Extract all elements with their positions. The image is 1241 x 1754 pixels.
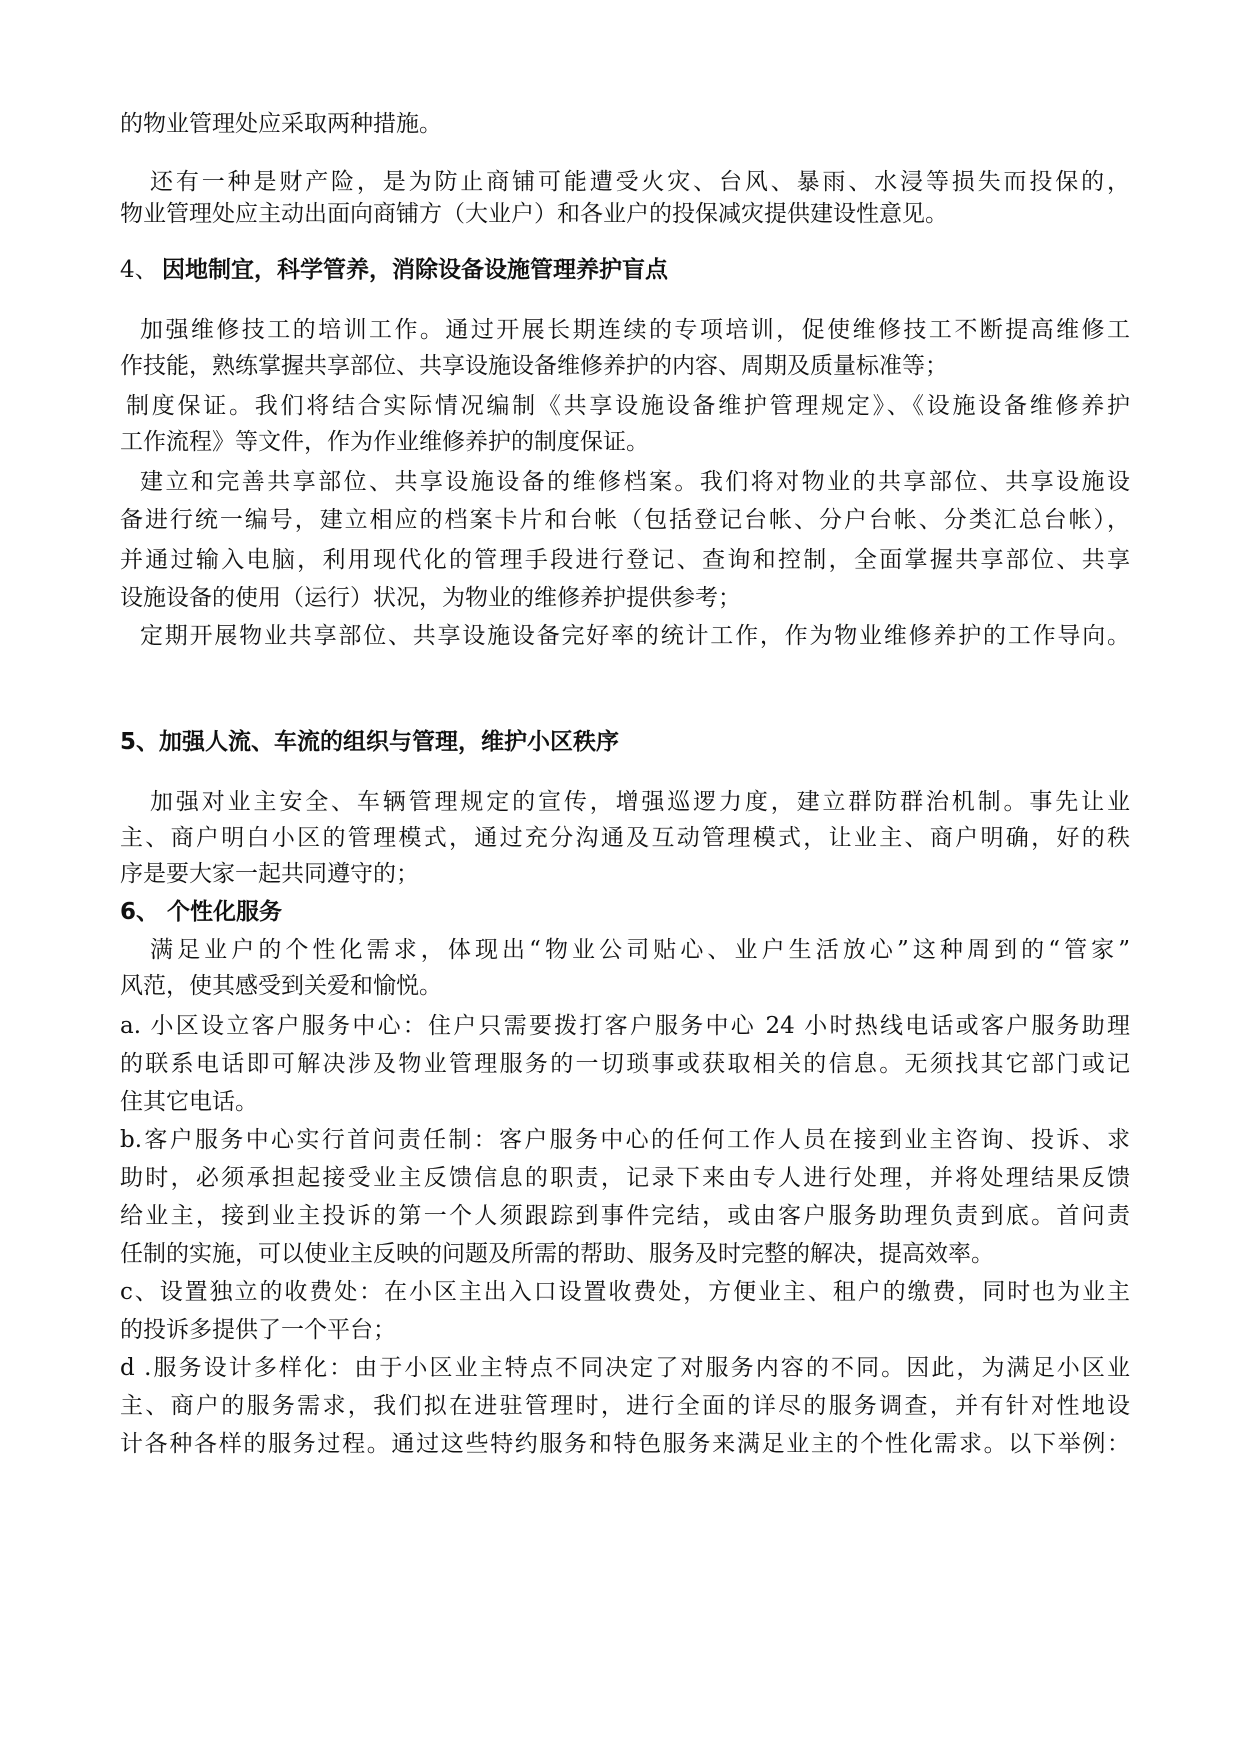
text-line: 制度保证。我们将结合实际情况编制《共享设施设备维护管理规定》、《设施设备维修养护 [126,393,1130,419]
section-heading: 因地制宜，科学管养，消除设备设施管理养护盲点 [162,257,668,283]
text-line: 并通过输入电脑，利用现代化的管理手段进行登记、查询和控制，全面掌握共享部位、共享 [120,547,1130,573]
text-line: 任制的实施，可以使业主反映的问题及所需的帮助、服务及时完整的解决，提高效率。 [120,1241,994,1267]
text-line: 建立和完善共享部位、共享设施设备的维修档案。我们将对物业的共享部位、共享设施设 [140,469,1130,495]
text-line: d .服务设计多样化：由于小区业主特点不同决定了对服务内容的不同。因此，为满足小区业 [120,1355,1130,1381]
text-line: 备进行统一编号，建立相应的档案卡片和台帐（包括登记台帐、分户台帐、分类汇总台帐）， [120,507,1130,533]
text-line: 定期开展物业共享部位、共享设施设备完好率的统计工作，作为物业维修养护的工作导向。 [140,623,1130,649]
text-line: 物业管理处应主动出面向商铺方（大业户）和各业户的投保减灾提供建设性意见。 [120,201,948,227]
text-line: 序是要大家一起共同遵守的； [120,861,419,887]
section-number: 4、 [120,257,158,283]
text-line: 的投诉多提供了一个平台； [120,1317,396,1343]
text-line: b.客户服务中心实行首问责任制：客户服务中心的任何工作人员在接到业主咨询、投诉、求 [120,1127,1130,1153]
text-line: 风范，使其感受到关爱和愉悦。 [120,973,442,999]
text-line: 工作流程》等文件，作为作业维修养护的制度保证。 [120,429,649,455]
text-line: a. 小区设立客户服务中心：住户只需要拨打客户服务中心 24 小时热线电话或客户服务助理 [120,1013,1130,1039]
text-line: 计各种各样的服务过程。通过这些特约服务和特色服务来满足业主的个性化需求。以下举例： [120,1431,1130,1457]
text-line: 的物业管理处应采取两种措施。 [120,111,442,137]
text-line: 主、商户的服务需求，我们拟在进驻管理时，进行全面的详尽的服务调查，并有针对性地设 [120,1393,1130,1419]
text-line: 住其它电话。 [120,1089,258,1115]
text-line: 加强维修技工的培训工作。通过开展长期连续的专项培训，促使维修技工不断提高维修工 [140,317,1130,343]
text-line: 助时，必须承担起接受业主反馈信息的职责，记录下来由专人进行处理，并将处理结果反馈 [120,1165,1130,1191]
text-line: 的联系电话即可解决涉及物业管理服务的一切琐事或获取相关的信息。无须找其它部门或记 [120,1051,1130,1077]
text-line: 主、商户明白小区的管理模式，通过充分沟通及互动管理模式，让业主、商户明确，好的秩 [120,825,1130,851]
text-line: 还有一种是财产险，是为防止商铺可能遭受火灾、台风、暴雨、水浸等损失而投保的， [150,169,1130,195]
text-line: 加强对业主安全、车辆管理规定的宣传，增强巡逻力度，建立群防群治机制。事先让业 [150,789,1130,815]
text-line: 设施设备的使用（运行）状况，为物业的维修养护提供参考； [120,585,741,611]
text-line: 作技能，熟练掌握共享部位、共享设施设备维修养护的内容、周期及质量标准等； [120,353,948,379]
text-line: 满足业户的个性化需求，体现出“物业公司贴心、业户生活放心”这种周到的“管家” [150,937,1130,963]
text-line: c、设置独立的收费处：在小区主出入口设置收费处，方便业主、租户的缴费，同时也为业主 [120,1279,1130,1305]
section-heading: 5、加强人流、车流的组织与管理，维护小区秩序 [120,729,620,755]
section-heading: 6、 个性化服务 [120,899,283,925]
text-line: 给业主，接到业主投诉的第一个人须跟踪到事件完结，或由客户服务助理负责到底。首问责 [120,1203,1130,1229]
